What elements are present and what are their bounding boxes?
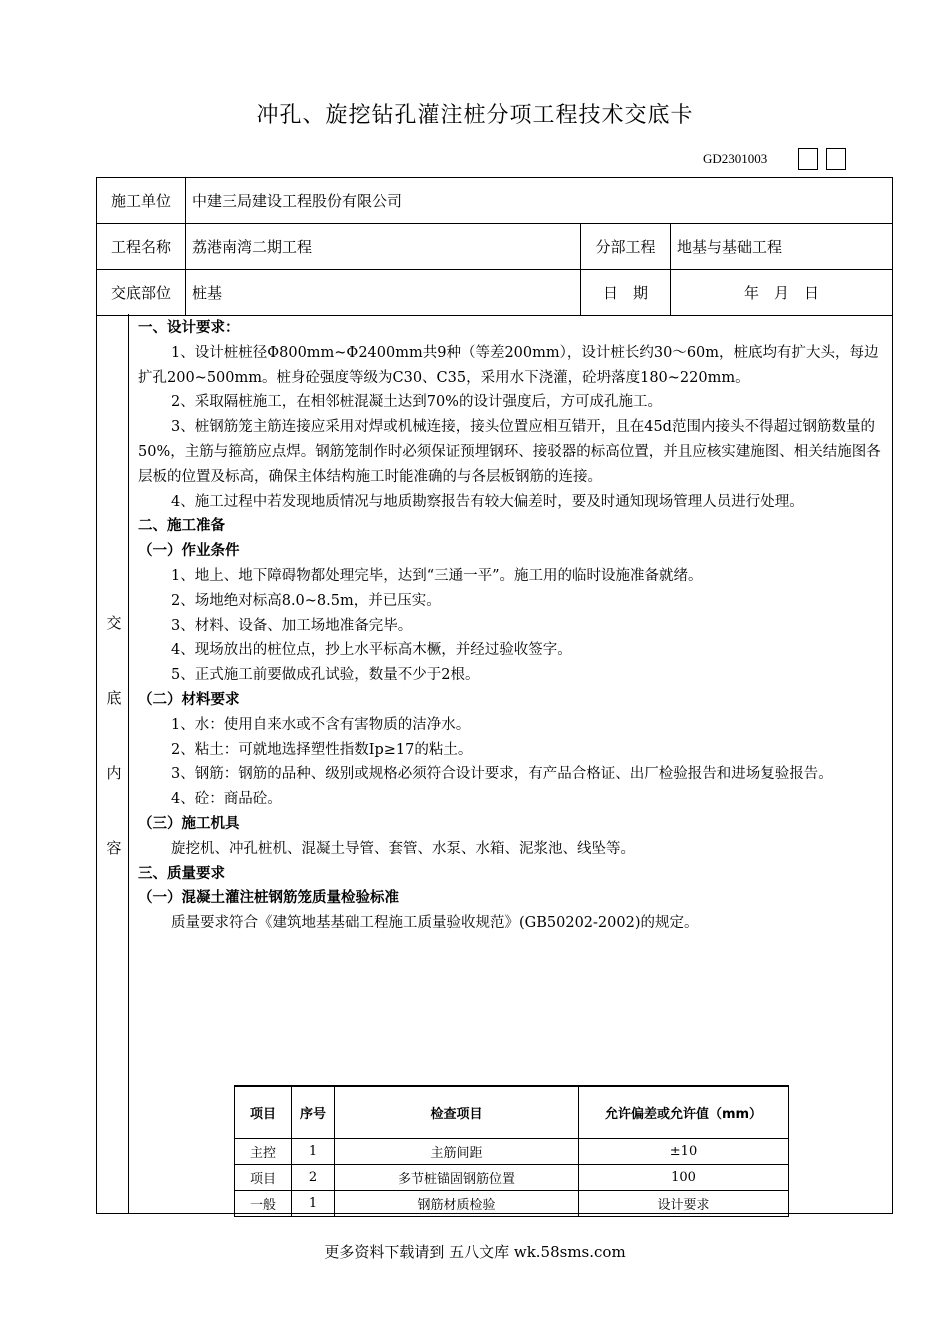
paragraph: 2、粘土：可就地选择塑性指数Ip≥17的粘土。 [171,741,473,758]
side-label-char: 内 [106,764,122,782]
quality-cell: ±10 [579,1139,789,1165]
table-row [235,1165,789,1191]
quality-cell: 项目 [235,1165,292,1191]
paragraph: 旋挖机、冲孔桩机、混凝土导管、套管、水泵、水箱、泥浆池、线坠等。 [171,840,635,857]
section-heading: 三、质量要求 [138,865,225,882]
code-checkbox [798,148,818,170]
part-label: 交底部位 [97,270,186,316]
paragraph: 1、设计桩桩径Φ800mm~Φ2400mm共9种（等差200mm），设计桩长约30～60m，桩底均有扩大头，每边扩孔200~500mm。桩身砼强度等级为C30、C35，采用水下浇灌，砼坍落度180~220mm。 [138,344,879,386]
table-row [235,1191,789,1217]
section-heading: 二、施工准备 [138,518,225,535]
paragraph: 4、现场放出的桩位点，抄上水平标高木橛，并经过验收签字。 [171,642,572,659]
quality-cell: 多节桩锚固钢筋位置 [335,1165,579,1191]
paragraph: 3、材料、设备、加工场地准备完毕。 [171,617,413,634]
quality-header: 项目 [235,1086,292,1139]
unit-label: 施工单位 [97,178,186,224]
header-table [96,177,893,316]
project-label: 工程名称 [97,224,186,270]
side-label-char: 底 [106,689,122,707]
paragraph: 3、钢筋：钢筋的品种、级别或规格必须符合设计要求，有产品合格证、出厂检验报告和进场复验报告。 [171,766,833,783]
disclosure-content [138,316,886,936]
quality-cell: 钢筋材质检验 [335,1191,579,1217]
quality-cell: 主控 [235,1139,292,1165]
quality-cell: 1 [292,1191,335,1217]
paragraph: 1、水：使用自来水或不含有害物质的洁净水。 [171,716,471,733]
quality-table [234,1085,789,1217]
section-heading: （一）作业条件 [138,543,240,560]
paragraph: 5、正式施工前要做成孔试验，数量不少于2根。 [171,667,480,684]
section-heading: （三）施工机具 [138,815,240,832]
quality-header: 允许偏差或允许值（mm） [579,1086,789,1139]
page-title: 冲孔、旋挖钻孔灌注桩分项工程技术交底卡 [256,103,694,128]
footer-note: 更多资料下载请到 五八文库 wk.58sms.com [324,1243,626,1261]
part-value: 桩基 [186,270,581,316]
quality-cell: 设计要求 [579,1191,789,1217]
code-checkbox [826,148,846,170]
document-code: GD2301003 [703,151,768,166]
quality-cell: 一般 [235,1191,292,1217]
date-value: 年 月 日 [671,270,893,316]
section-heading: （二）材料要求 [138,691,240,708]
quality-cell: 100 [579,1165,789,1191]
side-label-char: 容 [106,839,122,857]
section-heading: （一）混凝土灌注桩钢筋笼质量检验标准 [138,890,399,907]
subproject-label: 分部工程 [581,224,671,270]
column-divider [128,314,129,1214]
unit-value: 中建三局建设工程股份有限公司 [186,178,893,224]
quality-header: 检查项目 [335,1086,579,1139]
project-value: 荔港南湾二期工程 [186,224,581,270]
paragraph: 4、砼：商品砼。 [171,791,282,808]
quality-cell: 2 [292,1165,335,1191]
date-label: 日 期 [581,270,671,316]
quality-cell: 主筋间距 [335,1139,579,1165]
quality-header: 序号 [292,1086,335,1139]
paragraph: 1、地上、地下障碍物都处理完毕，达到“三通一平”。施工用的临时设施准备就绪。 [171,567,703,584]
paragraph: 3、桩钢筋笼主筋连接应采用对焊或机械连接，接头位置应相互错开，且在45d范围内接头不得超过钢筋数量的50%，主筋与箍筋应点焊。钢筋笼制作时必须保证预埋钢环、接驳器的标高位置，并且应核实建施图、相关结施图各层板的位置及标高，确保主体结构施工时能准确的与各层板钢筋的连接。 [138,419,881,485]
paragraph: 2、场地绝对标高8.0~8.5m，并已压实。 [171,592,441,609]
quality-cell: 1 [292,1139,335,1165]
paragraph: 2、采取隔桩施工，在相邻桩混凝土达到70%的设计强度后，方可成孔施工。 [171,394,662,411]
side-label-char: 交 [106,614,122,632]
section-heading: 一、设计要求： [138,320,240,336]
paragraph: 质量要求符合《建筑地基基础工程施工质量验收规范》(GB50202-2002)的规定。 [171,915,699,932]
subproject-value: 地基与基础工程 [671,224,893,270]
paragraph: 4、施工过程中若发现地质情况与地质勘察报告有较大偏差时，要及时通知现场管理人员进行处理。 [171,493,804,510]
table-row [235,1139,789,1165]
